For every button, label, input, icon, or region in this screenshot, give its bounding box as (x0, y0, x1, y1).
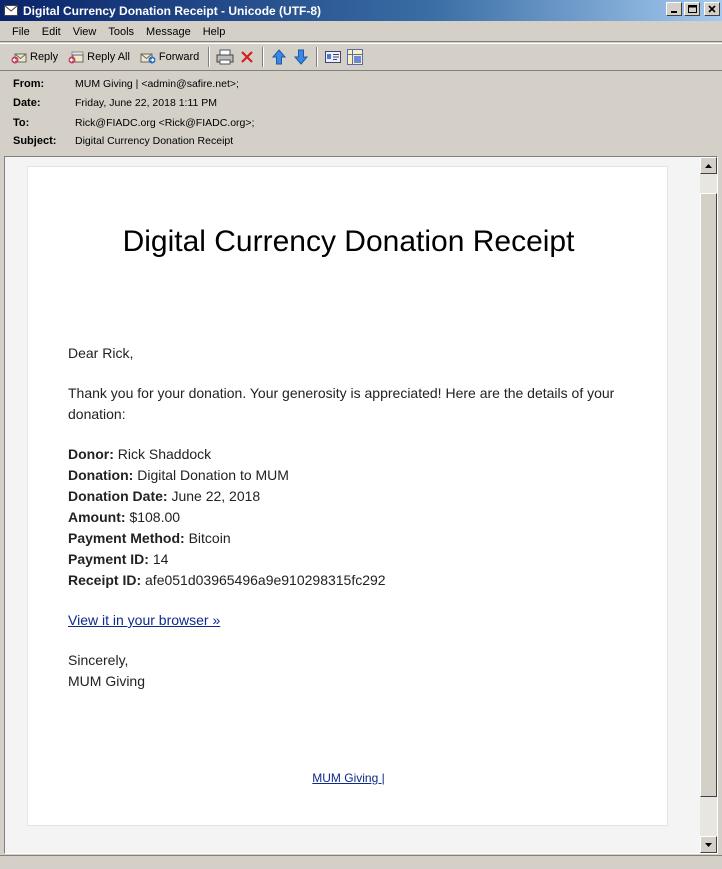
toolbar-separator (208, 47, 210, 67)
title-bar (0, 0, 722, 21)
subject-row (13, 135, 233, 147)
detail-row (68, 549, 628, 570)
to-row (13, 117, 254, 129)
receipt-id-label: Receipt ID: (68, 572, 142, 588)
amount-value: $108.00 (129, 509, 181, 525)
arrow-down-icon (294, 49, 308, 65)
detail-row (68, 507, 628, 528)
forward-label: Forward (158, 51, 200, 63)
closing: Sincerely, (68, 652, 129, 668)
reply-all-button[interactable] (63, 46, 135, 68)
arrow-up-icon (272, 49, 286, 65)
delete-button[interactable] (236, 46, 258, 68)
date-value: Friday, June 22, 2018 1:11 PM (75, 97, 218, 109)
receipt-content (68, 343, 628, 692)
payment-method-label: Payment Method: (68, 530, 185, 546)
detail-row (68, 528, 628, 549)
status-bar (0, 855, 722, 869)
scroll-thumb[interactable] (700, 193, 717, 797)
minimize-icon (670, 5, 678, 13)
arrow-up-small-icon (705, 164, 712, 168)
scroll-up-button[interactable] (700, 157, 717, 174)
close-icon (708, 5, 716, 13)
donor-label: Donor: (68, 446, 114, 462)
printer-icon (216, 49, 234, 65)
print-button[interactable] (214, 46, 236, 68)
greeting: Dear Rick, (68, 345, 134, 361)
menu-file[interactable]: File (12, 25, 30, 38)
address-book-icon (325, 50, 341, 64)
previous-button[interactable] (268, 46, 290, 68)
menu-edit[interactable]: Edit (41, 25, 61, 38)
donation-date-label: Donation Date: (68, 488, 168, 504)
forward-icon (140, 49, 156, 65)
toolbar (0, 43, 722, 71)
menu-bar (0, 22, 722, 42)
signature: MUM Giving (68, 673, 146, 689)
menu-message[interactable]: Message (146, 25, 191, 38)
date-row (13, 97, 217, 109)
minimize-button[interactable] (666, 2, 682, 16)
reply-button[interactable] (6, 46, 63, 68)
footer-link[interactable]: MUM Giving | (312, 771, 385, 785)
detail-row (68, 486, 628, 507)
donation-date-value: June 22, 2018 (171, 488, 261, 504)
encoding-button[interactable] (344, 46, 366, 68)
detail-row (68, 570, 628, 591)
delete-x-icon (240, 50, 254, 64)
to-value[interactable]: Rick@FIADC.org <Rick@FIADC.org>; (75, 117, 255, 129)
detail-row (68, 465, 628, 486)
close-button[interactable] (704, 2, 720, 16)
maximize-icon (688, 5, 697, 13)
envelope-icon (3, 3, 19, 19)
forward-button[interactable] (135, 46, 204, 68)
from-label: From: (13, 78, 45, 90)
window-controls (666, 2, 720, 16)
reply-label: Reply (30, 51, 59, 63)
vertical-scrollbar[interactable] (700, 157, 717, 853)
detail-row (68, 444, 628, 465)
reply-all-icon (68, 49, 84, 65)
receipt-id-value: afe051d03965496a9e910298315fc292 (145, 572, 386, 588)
toolbar-separator (316, 47, 318, 67)
intro-paragraph: Thank you for your donation. Your generosity is appreciated! Here are the details of your donation: (68, 385, 615, 422)
window-title: Digital Currency Donation Receipt - Unicode (UTF-8) (23, 3, 322, 18)
receipt-card (27, 166, 668, 826)
message-headers (0, 74, 722, 156)
subject-label: Subject: (13, 135, 57, 147)
payment-id-value: 14 (152, 551, 169, 567)
view-in-browser-link[interactable]: View it in your browser » (68, 612, 221, 628)
message-body-frame (4, 156, 718, 854)
toolbar-separator (262, 47, 264, 67)
amount-label: Amount: (68, 509, 126, 525)
receipt-title: Digital Currency Donation Receipt (122, 225, 575, 258)
maximize-button[interactable] (684, 2, 700, 16)
menu-view[interactable]: View (72, 25, 97, 38)
addresses-button[interactable] (322, 46, 344, 68)
scroll-down-button[interactable] (700, 836, 717, 853)
donation-label: Donation: (68, 467, 134, 483)
payment-method-value: Bitcoin (188, 530, 231, 546)
message-body (5, 157, 700, 853)
next-button[interactable] (290, 46, 312, 68)
donation-value: Digital Donation to MUM (137, 467, 289, 483)
donor-value: Rick Shaddock (117, 446, 212, 462)
date-label: Date: (13, 97, 41, 109)
reply-icon (11, 49, 27, 65)
to-label: To: (13, 117, 30, 129)
view-grid-icon (347, 49, 363, 65)
menu-tools[interactable]: Tools (108, 25, 135, 38)
arrow-down-small-icon (705, 843, 712, 847)
reply-all-label: Reply All (87, 51, 130, 63)
payment-id-label: Payment ID: (68, 551, 149, 567)
menu-help[interactable]: Help (202, 25, 226, 38)
from-value[interactable]: MUM Giving | <admin@safire.net>; (75, 78, 239, 90)
subject-value: Digital Currency Donation Receipt (75, 135, 234, 147)
from-row (13, 78, 239, 90)
